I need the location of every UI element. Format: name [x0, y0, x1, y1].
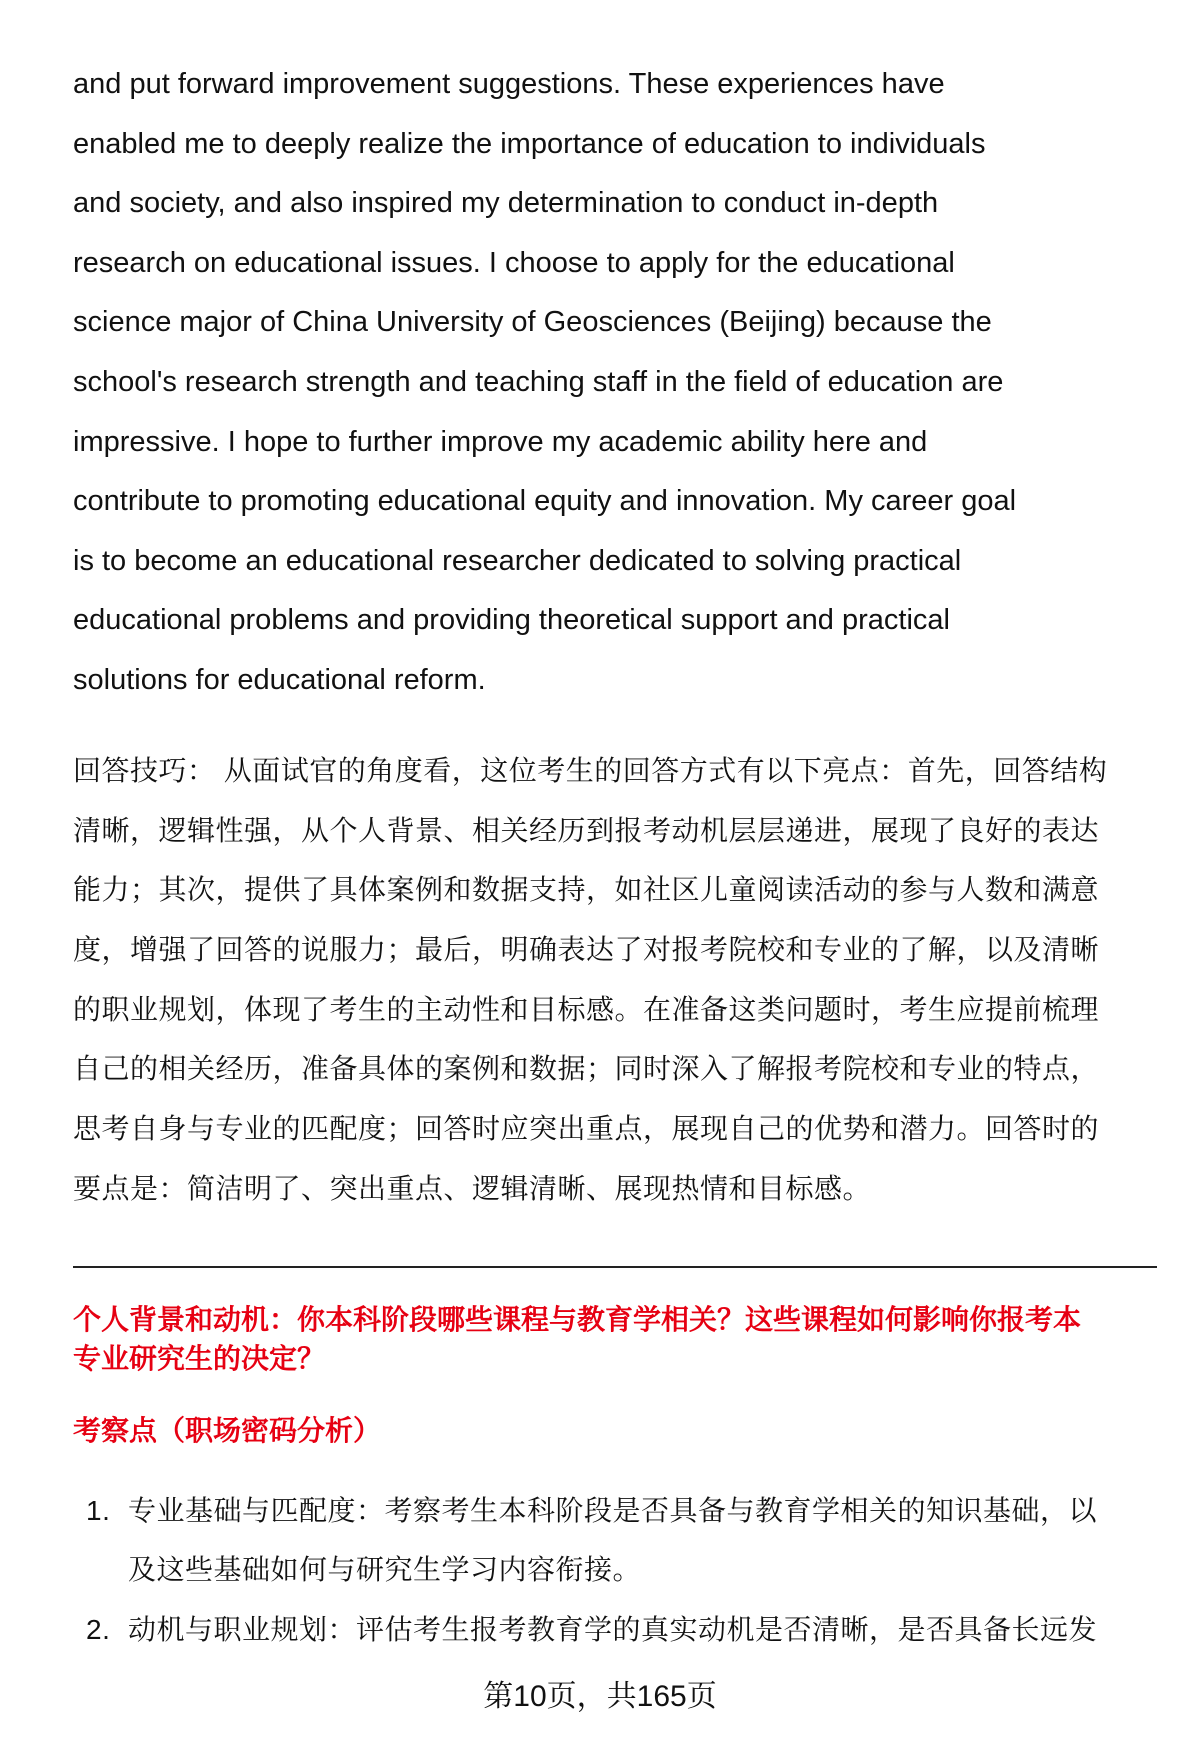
question-line: 专业研究生的决定？	[73, 1343, 326, 1374]
question-line: 个人背景和动机：你本科阶段哪些课程与教育学相关？这些课程如何影响你报考本	[73, 1304, 1082, 1335]
tips-line: 要点是：简洁明了、突出重点、逻辑清晰、展现热情和目标感。	[73, 1173, 872, 1204]
tips-line: 清晰，逻辑性强，从个人背景、相关经历到报考动机层层递进，展现了良好的表达	[73, 815, 1100, 846]
paragraph-line: and put forward improvement suggestions. These experiences have	[73, 68, 945, 100]
paragraph-line: science major of China University of Geosciences (Beijing) because the	[73, 306, 992, 338]
tips-line: 度，增强了回答的说服力；最后，明确表达了对报考院校和专业的了解，以及清晰	[73, 934, 1100, 965]
paragraph-line: is to become an educational researcher dedicated to solving practical	[73, 545, 962, 577]
paragraph-line: solutions for educational reform.	[73, 664, 486, 696]
tips-line: 自己的相关经历，准备具体的案例和数据；同时深入了解报考院校和专业的特点，	[73, 1053, 1100, 1084]
section-heading: 考察点（职场密码分析）	[73, 1415, 382, 1446]
tips-line: 能力；其次，提供了具体案例和数据支持，如社区儿童阅读活动的参与人数和满意	[73, 874, 1100, 905]
paragraph-line: impressive. I hope to further improve my academic ability here and	[73, 426, 928, 458]
tips-line: 思考自身与专业的匹配度；回答时应突出重点，展现自己的优势和潜力。回答时的	[73, 1113, 1100, 1144]
paragraph-line: educational problems and providing theoretical support and practical	[73, 604, 950, 636]
divider	[73, 1266, 1157, 1268]
page-number: 第10页，共165页	[483, 1680, 717, 1713]
tips-line: 回答技巧： 从面试官的角度看，这位考生的回答方式有以下亮点：首先，回答结构	[73, 755, 1108, 786]
list-number: 2.	[86, 1614, 111, 1645]
paragraph-line: school's research strength and teaching staff in the field of education are	[73, 366, 1004, 398]
list-item-line: 专业基础与匹配度：考察考生本科阶段是否具备与教育学相关的知识基础，以	[128, 1495, 1098, 1526]
paragraph-line: research on educational issues. I choose to apply for the educational	[73, 247, 955, 279]
list-item-line: 动机与职业规划：评估考生报考教育学的真实动机是否清晰，是否具备长远发	[128, 1614, 1098, 1645]
paragraph-line: contribute to promoting educational equity and innovation. My career goal	[73, 485, 1017, 517]
paragraph-line: enabled me to deeply realize the importance of education to individuals	[73, 128, 986, 160]
paragraph-line: and society, and also inspired my determination to conduct in-depth	[73, 187, 939, 219]
list-number: 1.	[86, 1495, 111, 1526]
tips-line: 的职业规划，体现了考生的主动性和目标感。在准备这类问题时，考生应提前梳理	[73, 994, 1100, 1025]
list-item-line: 及这些基础如何与研究生学习内容衔接。	[128, 1554, 642, 1585]
